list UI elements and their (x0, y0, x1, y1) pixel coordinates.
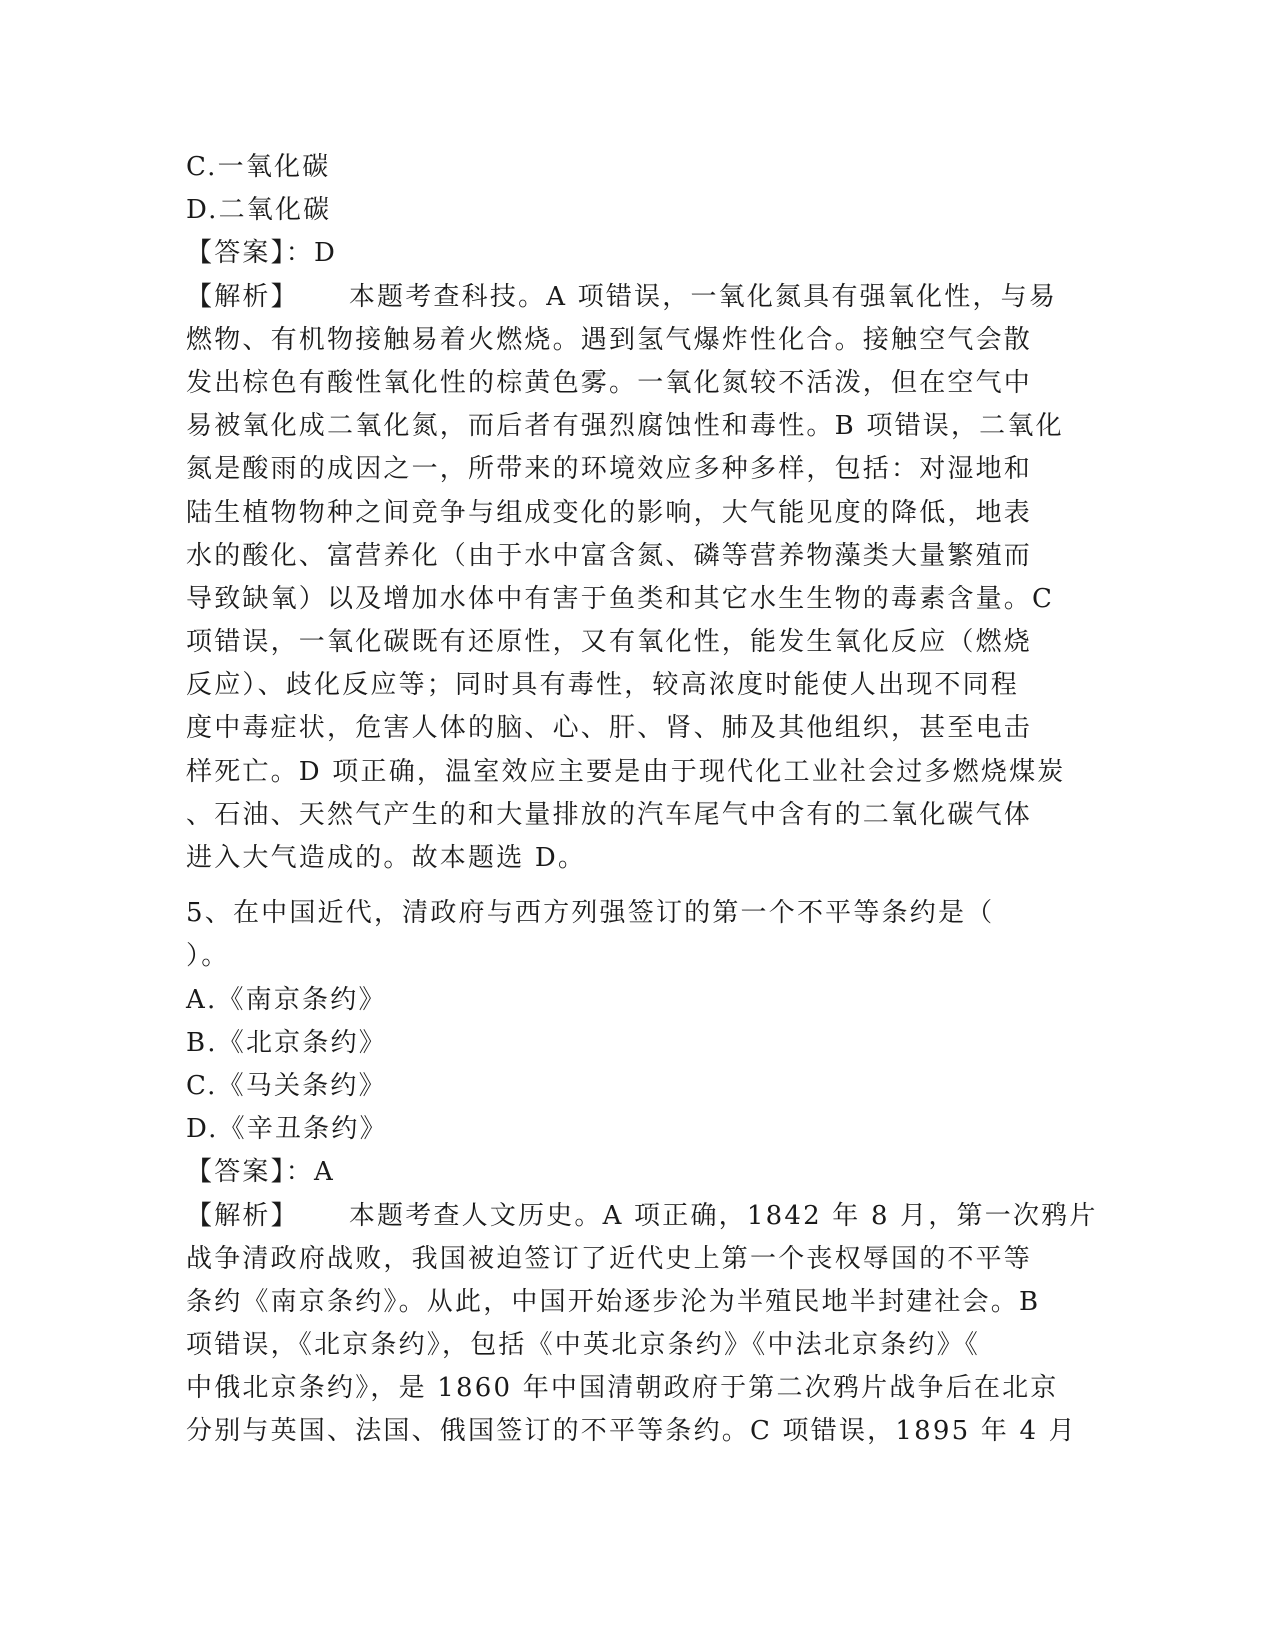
q5-question-line: 5、在中国近代，清政府与西方列强签订的第一个不平等条约是（ (186, 898, 995, 929)
q5-analysis-line: 战争清政府战败，我国被迫签订了近代史上第一个丧权辱国的不平等 (186, 1243, 1033, 1274)
q4-analysis (186, 276, 1086, 881)
q4-analysis-line: 易被氧化成二氧化氮，而后者有强烈腐蚀性和毒性。B 项错误，二氧化 (186, 411, 1064, 442)
q5-answer: 【答案】：A (186, 1157, 335, 1188)
q5-question (186, 892, 1086, 978)
q5-analysis-line: 条约《南京条约》。从此，中国开始逐步沦为半殖民地半封建社会。B (186, 1286, 1041, 1317)
document-page (186, 146, 1098, 1454)
q5-analysis-first-line (186, 1195, 1098, 1238)
q4-analysis-line: 陆生植物物种之间竞争与组成变化的影响，大气能见度的降低，地表 (186, 497, 1033, 528)
q4-analysis-first-line (186, 276, 1086, 319)
q5-analysis-line: 分别与英国、法国、俄国签订的不平等条约。C 项错误，1895 年 4 月 (186, 1416, 1077, 1447)
q4-analysis-line: 本题考查科技。A 项错误，一氧化氮具有强氧化性，与易 (348, 281, 1058, 312)
q5-option-d: D.《辛丑条约》 (186, 1114, 388, 1145)
q5-analysis (186, 1195, 1098, 1454)
q4-analysis-line: 燃物、有机物接触易着火燃烧。遇到氢气爆炸性化合。接触空气会散 (186, 324, 1033, 355)
q4-analysis-line: 发出棕色有酸性氧化性的棕黄色雾。一氧化氮较不活泼，但在空气中 (186, 367, 1033, 398)
q5-question-line: ）。 (186, 941, 230, 972)
section-gap (186, 880, 1086, 892)
q5-analysis-line: 中俄北京条约》，是 1860 年中国清朝政府于第二次鸦片战争后在北京 (186, 1373, 1059, 1404)
q4-option-c: C.一氧化碳 (186, 152, 331, 182)
q4-analysis-line: 样死亡。D 项正确，温室效应主要是由于现代化工业社会过多燃烧煤炭 (186, 756, 1066, 787)
q4-analysis-label: 【解析】 (186, 281, 299, 312)
q4-analysis-line: 导致缺氧）以及增加水体中有害于鱼类和其它水生生物的毒素含量。C (186, 583, 1055, 614)
q4-analysis-line: 氮是酸雨的成因之一，所带来的环境效应多种多样，包括：对湿地和 (186, 454, 1033, 485)
q4-option-d: D.二氧化碳 (186, 195, 332, 226)
q5-option-c: C.《马关条约》 (186, 1070, 387, 1101)
q4-analysis-line: 项错误，一氧化碳既有还原性，又有氧化性，能发生氧化反应（燃烧 (186, 627, 1033, 658)
q5-analysis-label: 【解析】 (186, 1200, 299, 1231)
q4-analysis-line: 水的酸化、富营养化（由于水中富含氮、磷等营养物藻类大量繁殖而 (186, 540, 1033, 571)
q5-analysis-line: 本题考查人文历史。A 项正确，1842 年 8 月，第一次鸦片 (348, 1200, 1098, 1231)
q4-analysis-line: 度中毒症状，危害人体的脑、心、肝、肾、肺及其他组织，甚至电击 (186, 713, 1033, 744)
q4-analysis-line: 、石油、天然气产生的和大量排放的汽车尾气中含有的二氧化碳气体 (186, 799, 1033, 830)
q4-answer: 【答案】：D (186, 238, 338, 269)
q4-analysis-line: 反应）、歧化反应等；同时具有毒性，较高浓度时能使人出现不同程 (186, 670, 1020, 701)
q5-option-b: B.《北京条约》 (186, 1027, 387, 1058)
q4-analysis-line: 进入大气造成的。故本题选 D。 (186, 843, 587, 873)
q5-option-a: A.《南京条约》 (186, 984, 387, 1015)
q5-analysis-line: 项错误，《北京条约》，包括《中英北京条约》《中法北京条约》《 (186, 1330, 981, 1361)
